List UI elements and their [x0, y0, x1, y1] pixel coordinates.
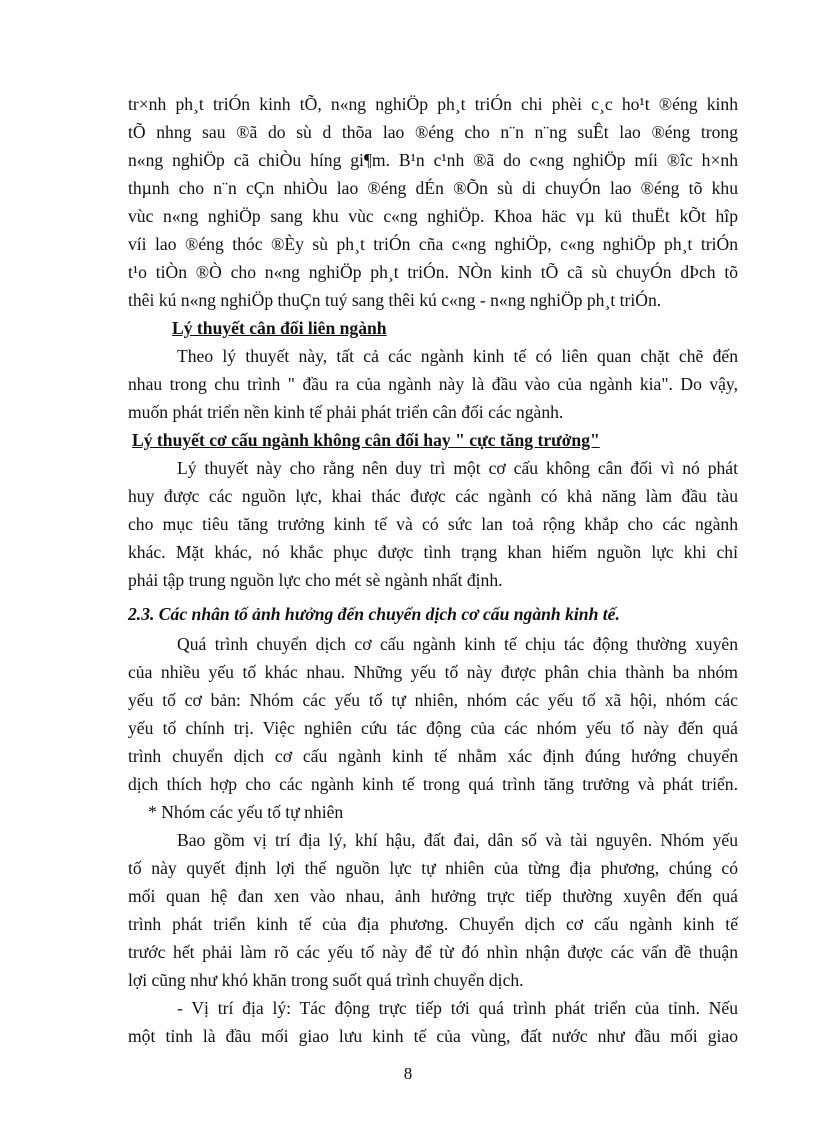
text-line: víi lao ®éng thóc ®Èy sù ph¸t triÓn cña c«ng nghiÖp, c«ng nghiÖp ph¸t triÓn	[128, 234, 738, 254]
text-line: n«ng nghiÖp cã chiÒu híng gi¶m. B¹n c¹nh ®ã do c«ng nghiÖp míi ®îc h×nh	[128, 150, 738, 170]
text-line: Theo lý thuyết này, tất cả các ngành kinh tế có liên quan chặt chẽ đến	[177, 346, 738, 366]
text-line: nhau trong chu trình " đầu ra của ngành này là đầu vào của ngành kia". Do vậy,	[128, 374, 738, 394]
heading-unbalanced-theory: Lý thuyết cơ cấu ngành không cân đối hay " cực tăng trưởng"	[132, 430, 600, 450]
text-line: vùc n«ng nghiÖp sang khu vùc c«ng nghiÖp. Khoa häc vµ kü thuËt kÕt hîp	[128, 206, 738, 226]
section-heading-2-3: 2.3. Các nhân tố ảnh hưởng đến chuyển dịch cơ cấu ngành kinh tế.	[128, 604, 620, 624]
text-line: trước hết phải làm rõ các yếu tố này để từ đó nhìn nhận được các vấn đề thuận	[128, 942, 738, 962]
text-line: trình chuyển dịch cơ cấu ngành kinh tế nhằm xác định đúng hướng chuyển	[128, 746, 738, 766]
text-line: t¹o tiÒn ®Ò cho n«ng nghiÖp ph¸t triÓn. NÒn kinh tÕ cã sù chuyÓn dÞch tõ	[128, 262, 738, 282]
text-line: một tỉnh là đầu mối giao lưu kinh tế của vùng, đất nước như đầu mối giao	[128, 1026, 738, 1046]
text-line: cho mục tiêu tăng trưởng kinh tế và có sức lan toả rộng khắp cho các ngành	[128, 514, 738, 534]
text-line: của nhiều yếu tố khác nhau. Những yếu tố này được phân chia thành ba nhóm	[128, 662, 738, 682]
text-line: Bao gồm vị trí địa lý, khí hậu, đất đai, dân số và tài nguyên. Nhóm yếu	[177, 830, 738, 850]
text-line: tr×nh ph¸t triÓn kinh tÕ, n«ng nghiÖp ph¸t triÓn chi phèi c¸c ho¹t ®éng kinh	[128, 94, 738, 114]
text-line: mối quan hệ đan xen vào nhau, ảnh hưởng trực tiếp thường xuyên đến quá	[128, 886, 738, 906]
page-number: 8	[403, 1064, 413, 1083]
text-line: dịch thích hợp cho các ngành kinh tế trong quá trình tăng trưởng và phát triển.	[128, 774, 738, 794]
text-line: tố này quyết định lợi thế nguồn lực tự nhiên của từng địa phương, chúng có	[128, 858, 738, 878]
text-line: thµnh cho n¨n cÇn nhiÒu lao ®éng dÉn ®Õn sù di chuyÓn lao ®éng tõ khu	[128, 178, 738, 198]
text-line: Quá trình chuyển dịch cơ cấu ngành kinh tế chịu tác động thường xuyên	[177, 634, 738, 654]
text-line: trình phát triển kinh tế của địa phương. Chuyển dịch cơ cấu ngành kinh tế	[128, 914, 738, 934]
text-line: muốn phát triển nền kinh tế phải phát triển cân đối các ngành.	[128, 402, 564, 422]
text-line: thêi kú n«ng nghiÖp thuÇn tuý sang thêi kú c«ng - n«ng nghiÖp ph¸t triÓn.	[128, 290, 662, 310]
text-line: phải tập trung nguồn lực cho mét sè ngành nhất định.	[128, 570, 503, 590]
text-line: yếu tố chính trị. Việc nghiên cứu tác động của các nhóm yếu tố này đến quá	[128, 718, 738, 738]
text-line: tÕ nhng sau ®ã do sù d thõa lao ®éng cho n¨n n¨ng suÊt lao ®éng trong	[128, 122, 738, 142]
text-line: khác. Mặt khác, nó khắc phục được tình trạng khan hiếm nguồn lực khi chỉ	[128, 542, 738, 562]
text-line: - Vị trí địa lý: Tác động trực tiếp tới quá trình phát triển của tỉnh. Nếu	[177, 998, 738, 1018]
text-line: lợi cũng như khó khăn trong suốt quá trình chuyển dịch.	[128, 970, 524, 990]
text-line: Lý thuyết này cho rằng nên duy trì một cơ cấu không cân đối vì nó phát	[177, 458, 738, 478]
text-line: yếu tố cơ bản: Nhóm các yếu tố tự nhiên, nhóm các yếu tố xã hội, nhóm các	[128, 690, 738, 710]
subheading-natural-factors: * Nhóm các yếu tố tự nhiên	[148, 802, 344, 822]
heading-balanced-theory: Lý thuyết cân đối liên ngành	[172, 318, 387, 338]
text-line: huy được các nguồn lực, khai thác được các ngành có khả năng làm đầu tàu	[128, 486, 738, 506]
